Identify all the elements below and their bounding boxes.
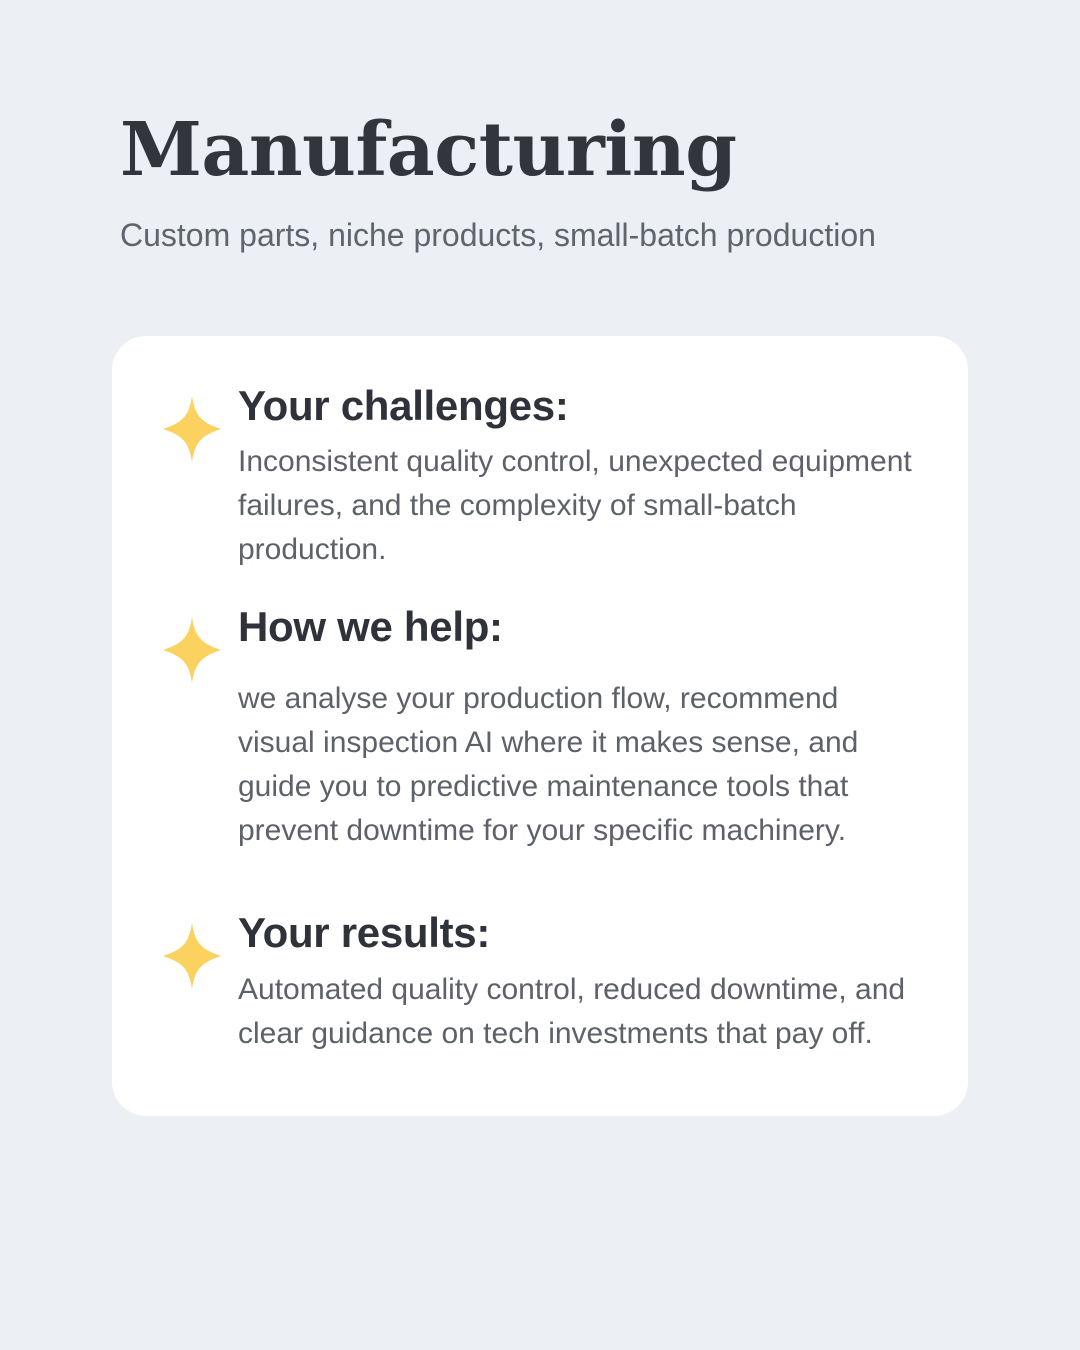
challenges-text: Inconsistent quality control, unexpected equipment failures, and the complexity of small-batch production.	[238, 445, 912, 567]
content-card	[112, 336, 968, 1116]
sparkle-icon	[160, 603, 224, 683]
how-we-help-block	[160, 603, 912, 854]
how-we-help-text: we analyse your production flow, recommend visual inspection AI where it makes sense, and guide you to predictive maintenance tools that prevent downtime for your specific machinery.	[238, 681, 859, 848]
how-we-help-heading: How we help:	[238, 602, 503, 650]
challenges-block	[160, 382, 912, 573]
challenges-heading: Your challenges:	[238, 382, 569, 429]
how-we-help-body	[238, 603, 912, 854]
sparkle-icon	[160, 382, 224, 462]
sparkle-icon	[160, 909, 224, 989]
page-subtitle: Custom parts, niche products, small-batch production	[120, 216, 876, 253]
results-body	[238, 909, 912, 1055]
challenges-body	[238, 382, 912, 573]
results-heading: Your results:	[238, 909, 491, 957]
header	[0, 0, 1080, 258]
results-text: Automated quality control, reduced downtime, and clear guidance on tech investments that pay off.	[238, 972, 906, 1050]
results-block	[160, 909, 912, 1055]
page-title: Manufacturing	[120, 107, 737, 193]
